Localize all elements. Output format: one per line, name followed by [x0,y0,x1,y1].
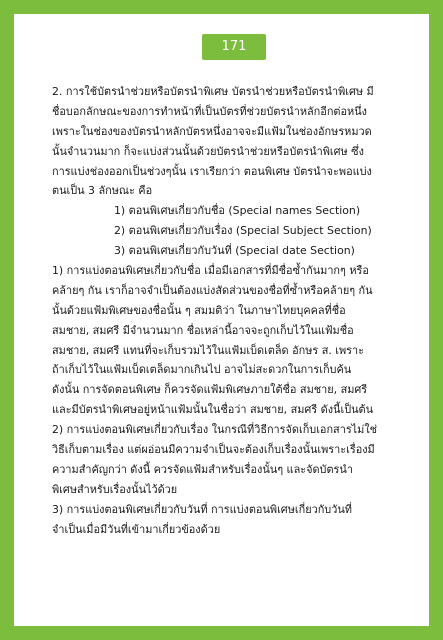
text-line: จำเป็นเมื่อมีวันที่เข้ามาเกี่ยวข้องด้วย [52,522,221,536]
body-text [52,82,422,539]
text-line: 1) การแบ่งตอนพิเศษเกี่ยวกับชื่อ เมื่อมีเอกสารที่มีชื่อซ้ำกันมากๆ หรือ [52,264,369,278]
text-line: ตนเป็น 3 ลักษณะ คือ [52,184,153,198]
text-line: เพราะในช่องของบัตรนำหลักบัตรหนึ่งอาจจะมีแฟ้มในช่องอักษรหมวด [52,124,372,138]
text-line: การแบ่งช่องออกเป็นช่วงๆนั้น เราเรียกว่า ตอนพิเศษ บัตรนำจะพอแบ่ง [52,164,372,178]
list-item: 1) ตอนพิเศษเกี่ยวกับชื่อ (Special names Section) [114,204,361,218]
text-line: นั้นด้วยแฟ้มพิเศษของชื่อนั้น ๆ สมมติว่า ในภาษาไทยบุคคลที่ชื่อ [52,303,346,317]
page-frame [14,14,429,626]
text-line: สมชาย, สมศรี แทนที่จะเก็บรวมไว้ในแฟ้มเบ็ดเตล็ด อักษร ส. เพราะ [52,343,364,357]
text-line: ชื่อบอกลักษณะของการทำหน้าที่เป็นบัตรที่ช่วยบัตรนำหลักอีกต่อหนึ่ง [52,104,367,118]
text-line: คล้ายๆ กัน เราก็อาจจำเป็นต้องแบ่งสัดส่วนของชื่อที่ซ้ำหรือคล้ายๆ กัน [52,283,373,297]
text-line: นั้นจำนวนมาก ก็จะแบ่งส่วนนั้นด้วยบัตรนำช่วยหรือบัตรนำพิเศษ ซึ่ง [52,144,364,158]
text-line: 3) การแบ่งตอนพิเศษเกี่ยวกับวันที่ การแบ่งตอนพิเศษเกี่ยวกับวันที่ [52,502,352,516]
text-line: สมชาย, สมศรี มีจำนวนมาก ชื่อเหล่านี้อาจจะถูกเก็บไว้ในแฟ้มชื่อ [52,323,354,337]
text-line: ถ้าเก็บไว้ในแฟ้มเบ็ดเตล็ดมากเกินไป อาจไม่สะดวกในการเก็บค้น [52,363,352,377]
text-line: 2) การแบ่งตอนพิเศษเกี่ยวกับเรื่อง ในกรณีที่วิธีการจัดเก็บเอกสารไม่ใช่ [52,423,378,437]
text-line: และมีบัตรนำพิเศษอยู่หน้าแฟ้มนั้นในชื่อว่า สมชาย, สมศรี ดังนี้เป็นต้น [52,403,374,417]
page-number-badge: 171 [202,34,266,60]
text-line: ดังนั้น การจัดตอนพิเศษ ก็ควรจัดแฟ้มพิเศษภายใต้ชื่อ สมชาย, สมศรี [52,383,368,397]
text-line: 2. การใช้บัตรนำช่วยหรือบัตรนำพิเศษ บัตรนำช่วยหรือบัตรนำพิเศษ มี [52,85,374,98]
text-line: วิธีเก็บตามเรื่อง แต่ผอ่อนมีความจำเป็นจะต้องเก็บเรื่องนั้นเพราะเรื่องมี [52,443,375,457]
text-line: พิเศษสำหรับเรื่องนั้นไว้ด้วย [52,482,178,496]
list-item: 3) ตอนพิเศษเกี่ยวกับวันที่ (Special date Section) [114,244,355,258]
list-item: 2) ตอนพิเศษเกี่ยวกับเรื่อง (Special Subject Section) [114,224,372,238]
text-line: ความสำคัญกว่า ดังนี้ ควรจัดแฟ้มสำหรับเรื่องนั้นๆ และจัดบัตรนำ [52,462,353,476]
